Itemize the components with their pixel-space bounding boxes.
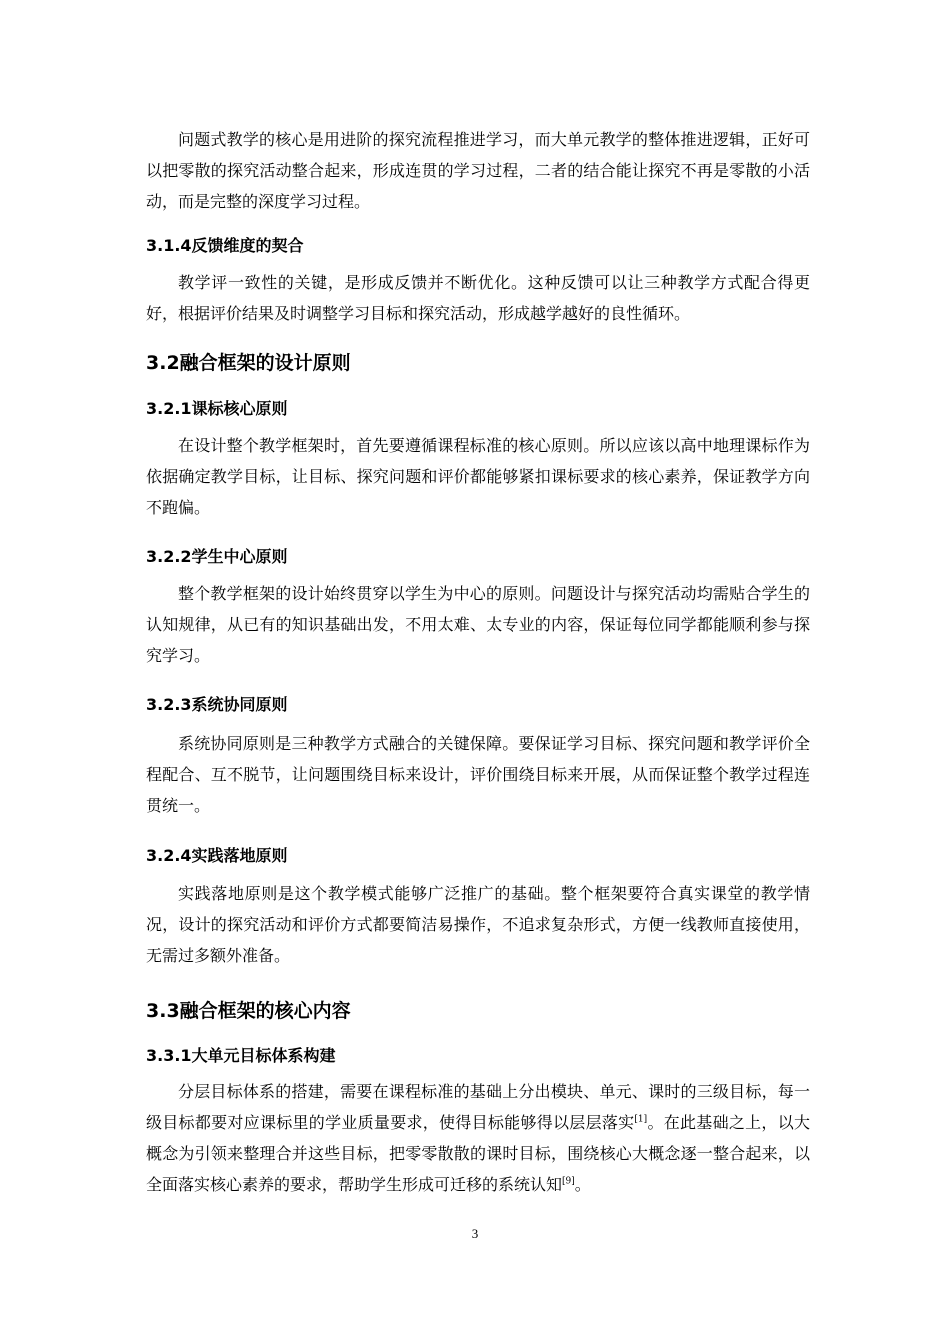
heading-3-2: 3.2融合框架的设计原则: [146, 352, 351, 374]
heading-3-3: 3.3融合框架的核心内容: [146, 1000, 351, 1022]
heading-3-1-4: 3.1.4反馈维度的契合: [146, 236, 304, 255]
paragraph-intro: 问题式教学的核心是用进阶的探究流程推进学习，而大单元教学的整体推进逻辑，正好可以把零散的探究活动整合起来，形成连贯的学习过程，二者的结合能让探究不再是零散的小活动，而是完整的深度学习过程。: [146, 130, 810, 211]
citation-1: [1]: [634, 1114, 648, 1125]
paragraph-3-1-4: 教学评一致性的关键，是形成反馈并不断优化。这种反馈可以让三种教学方式配合得更好，根据评价结果及时调整学习目标和探究活动，形成越学越好的良性循环。: [146, 273, 810, 323]
paragraph-3-3-1-part-b: 。在此基础之上，以大概念为引领来整理合并这些目标，把零零散散的课时目标，围绕核心大概念逐一整合起来，以全面落实核心素养的要求，帮助学生形成可迁移的系统认知: [146, 1113, 810, 1194]
paragraph-3-2-3: 系统协同原则是三种教学方式融合的关键保障。要保证学习目标、探究问题和教学评价全程配合、互不脱节，让问题围绕目标来设计，评价围绕目标来开展，从而保证整个教学过程连贯统一。: [146, 734, 810, 815]
heading-3-2-1: 3.2.1课标核心原则: [146, 399, 288, 418]
heading-3-3-1: 3.3.1大单元目标体系构建: [146, 1046, 336, 1065]
paragraph-3-2-2: 整个教学框架的设计始终贯穿以学生为中心的原则。问题设计与探究活动均需贴合学生的认知规律，从已有的知识基础出发，不用太难、太专业的内容，保证每位同学都能顺利参与探究学习。: [146, 584, 810, 665]
paragraph-3-3-1: [146, 1076, 810, 1200]
paragraph-3-2-4: 实践落地原则是这个教学模式能够广泛推广的基础。整个框架要符合真实课堂的教学情况，设计的探究活动和评价方式都要简洁易操作，不追求复杂形式，方便一线教师直接使用，无需过多额外准备。: [146, 884, 810, 965]
paragraph-3-3-1-part-c: 。: [574, 1175, 591, 1194]
heading-3-2-2: 3.2.2学生中心原则: [146, 547, 288, 566]
page-number: 3: [471, 1226, 479, 1241]
citation-9: [9]: [562, 1176, 575, 1187]
heading-3-2-3: 3.2.3系统协同原则: [146, 695, 288, 714]
heading-3-2-4: 3.2.4实践落地原则: [146, 846, 288, 865]
paragraph-3-2-1: 在设计整个教学框架时，首先要遵循课程标准的核心原则。所以应该以高中地理课标作为依据确定教学目标，让目标、探究问题和评价都能够紧扣课标要求的核心素养，保证教学方向不跑偏。: [146, 436, 810, 517]
paragraph-3-3-1-part-a: 分层目标体系的搭建，需要在课程标准的基础上分出模块、单元、课时的三级目标，每一级目标都要对应课标里的学业质量要求，使得目标能够得以层层落实: [146, 1082, 810, 1132]
